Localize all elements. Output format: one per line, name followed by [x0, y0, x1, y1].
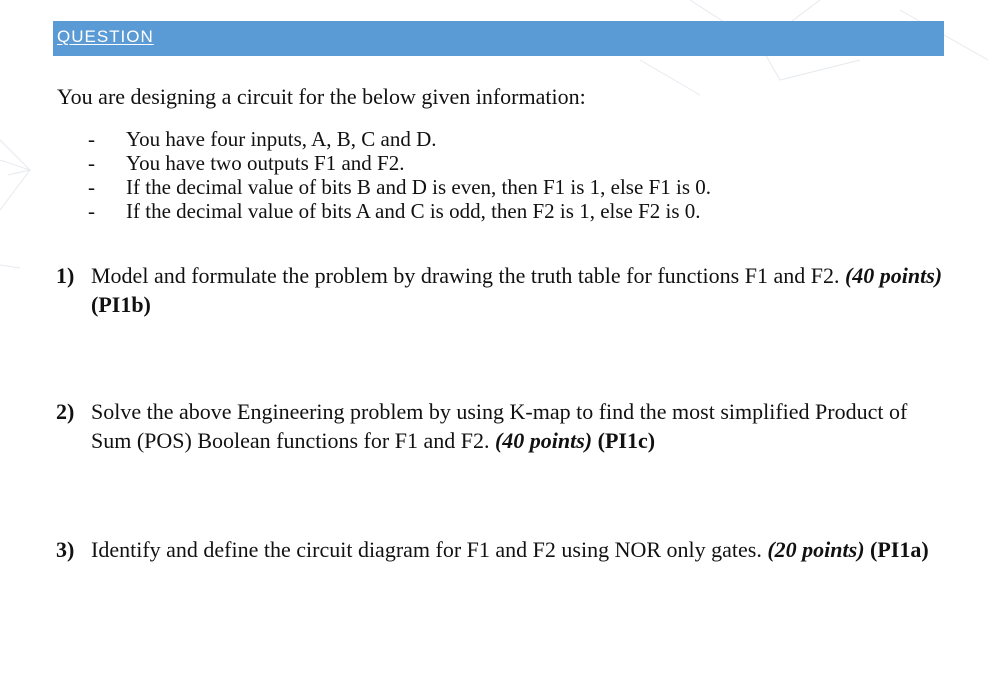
question-points: (20 points) — [767, 537, 865, 562]
intro-text: You are designing a circuit for the below given information: — [57, 84, 586, 109]
question-body — [91, 535, 946, 564]
question-body — [91, 261, 946, 319]
question-outcome: (PI1b) — [91, 292, 151, 317]
question-number: 2) — [56, 399, 75, 424]
bullet-dash: - — [88, 127, 95, 151]
bullet-text: If the decimal value of bits A and C is odd, then F2 is 1, else F2 is 0. — [126, 199, 701, 223]
question-header-bar — [53, 21, 944, 56]
question-text: Solve the above Engineering problem by using K-map to find the most simplified Product of Sum (POS) Boolean functions for F1 and F2. — [91, 399, 908, 453]
question-1 — [56, 261, 946, 319]
question-text: Model and formulate the problem by drawing the truth table for functions F1 and F2. — [91, 263, 840, 288]
question-points: (40 points) — [844, 263, 943, 288]
question-points: (40 points) — [494, 428, 593, 453]
bullet-dash: - — [88, 151, 95, 175]
question-3 — [56, 535, 946, 564]
question-text: Identify and define the circuit diagram for F1 and F2 using NOR only gates. — [91, 537, 762, 562]
question-outcome: (PI1c) — [597, 428, 656, 453]
bullet-text: You have two outputs F1 and F2. — [126, 151, 405, 175]
question-header-title: QUESTION — [57, 27, 154, 46]
question-2 — [56, 397, 946, 455]
bullet-dash: - — [88, 199, 95, 223]
bullet-dash: - — [88, 175, 95, 199]
question-outcome: (PI1a) — [870, 537, 929, 562]
bullet-text: You have four inputs, A, B, C and D. — [126, 127, 437, 151]
question-number: 1) — [56, 263, 75, 288]
bullet-text: If the decimal value of bits B and D is even, then F1 is 1, else F1 is 0. — [126, 175, 711, 199]
question-number: 3) — [56, 537, 75, 562]
question-body — [91, 397, 946, 455]
